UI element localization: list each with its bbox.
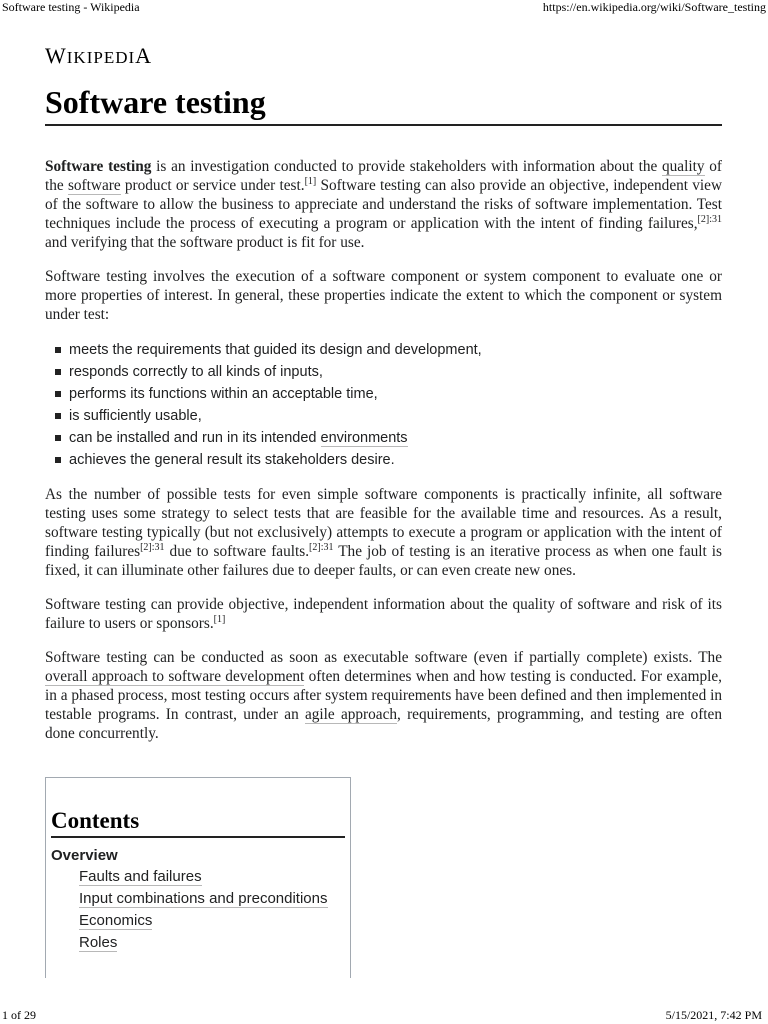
list-item: responds correctly to all kinds of inputs, xyxy=(55,361,722,383)
article-body xyxy=(45,157,722,758)
text: often determines when and how testing is conducted. For example, in a phased process, most testing occurs after system requirements have been defined and then implemented in testable programs. In contrast, under an xyxy=(45,668,722,723)
link-environments[interactable]: environments xyxy=(320,430,408,446)
list-item: is sufficiently usable, xyxy=(55,405,722,427)
properties-list xyxy=(45,339,722,471)
paragraph-properties: Software testing involves the execution of a software component or system component to evaluate one or more properties of interest. In general, these properties indicate the extent to which the component or system under test: xyxy=(45,268,722,323)
link-software[interactable]: software xyxy=(67,177,121,194)
toc-item-overview[interactable]: Overview xyxy=(51,847,118,864)
text: As the number of possible tests for even simple software components is practically infinite, all software testing uses some strategy to select tests that are feasible for the available time and resources. As a result, software testing typically (but not exclusively) attempts to execute a program or application with the intent of finding failures xyxy=(45,486,722,560)
text: product or service under test. xyxy=(120,177,305,194)
wikipedia-logo[interactable] xyxy=(45,43,152,69)
reference-2[interactable]: [2]:31 xyxy=(309,541,334,553)
page-title: Software testing xyxy=(45,80,722,126)
toc-item-label: Roles xyxy=(79,934,118,951)
text: of the xyxy=(45,158,722,194)
reference-2[interactable]: [2]:31 xyxy=(140,541,165,553)
reference-1[interactable]: [1] xyxy=(304,175,317,187)
text: Software testing can be conducted as soon as executable software (even if partially complete) exists. The xyxy=(45,649,722,666)
print-footer xyxy=(0,1008,768,1024)
toc-item-label: Faults and failures xyxy=(79,868,202,885)
text: due to software faults. xyxy=(164,543,310,560)
toc-list xyxy=(51,846,350,954)
text: , requirements, programming, and testing are often done concurrently. xyxy=(45,706,722,742)
logo-ikipedi: IKIPEDI xyxy=(66,48,136,67)
list-item xyxy=(55,427,722,449)
text: Software testing can also provide an objective, independent view of the software to allow the business to appreciate and understand the risks of software implementation. Test techniques include the process of executing a program or application with the intent of finding failures, xyxy=(45,177,722,232)
paragraph-intro xyxy=(45,157,722,252)
link-software-development[interactable]: overall approach to software development xyxy=(45,668,305,685)
toc-item-label: Input combinations and preconditions xyxy=(79,890,328,907)
link-quality[interactable]: quality xyxy=(662,158,705,175)
table-of-contents xyxy=(45,777,351,978)
toc-item-economics[interactable] xyxy=(51,910,350,932)
paragraph-approach xyxy=(45,648,722,743)
link-agile-approach[interactable]: agile approach xyxy=(304,706,398,723)
print-header xyxy=(0,0,768,16)
list-item: performs its functions within an acceptable time, xyxy=(55,383,722,405)
toc-item-label: Economics xyxy=(79,912,153,929)
list-item: meets the requirements that guided its design and development, xyxy=(55,339,722,361)
text: The job of testing is an iterative process as when one fault is fixed, it can illuminate other failures due to deeper faults, or can even create new ones. xyxy=(45,543,722,579)
text: Software testing can provide objective, independent information about the quality of software and risk of its failure to users or sponsors. xyxy=(45,596,722,632)
toc-item-faults[interactable] xyxy=(51,866,350,888)
paragraph-objective xyxy=(45,595,722,633)
bold-term: Software testing xyxy=(45,158,152,175)
print-url[interactable]: https://en.wikipedia.org/wiki/Software_testing xyxy=(542,0,766,14)
reference-1[interactable]: [1] xyxy=(213,613,226,625)
page-count: 1 of 29 xyxy=(2,1008,36,1022)
text: can be installed and run in its intended xyxy=(69,430,321,446)
text: and verifying that the software product is fit for use. xyxy=(45,234,365,251)
paragraph-strategy xyxy=(45,485,722,580)
logo-a: A xyxy=(135,43,153,68)
logo-w: W xyxy=(45,43,67,68)
print-page-title: Software testing - Wikipedia xyxy=(2,0,140,14)
reference-2[interactable]: [2]:31 xyxy=(697,213,722,225)
print-datetime: 5/15/2021, 7:42 PM xyxy=(665,1008,762,1022)
toc-item-input-combinations[interactable] xyxy=(51,888,350,910)
toc-heading: Contents xyxy=(51,806,345,838)
list-item: achieves the general result its stakeholders desire. xyxy=(55,449,722,471)
toc-item-roles[interactable] xyxy=(51,932,350,954)
text: is an investigation conducted to provide stakeholders with information about the xyxy=(151,158,662,175)
